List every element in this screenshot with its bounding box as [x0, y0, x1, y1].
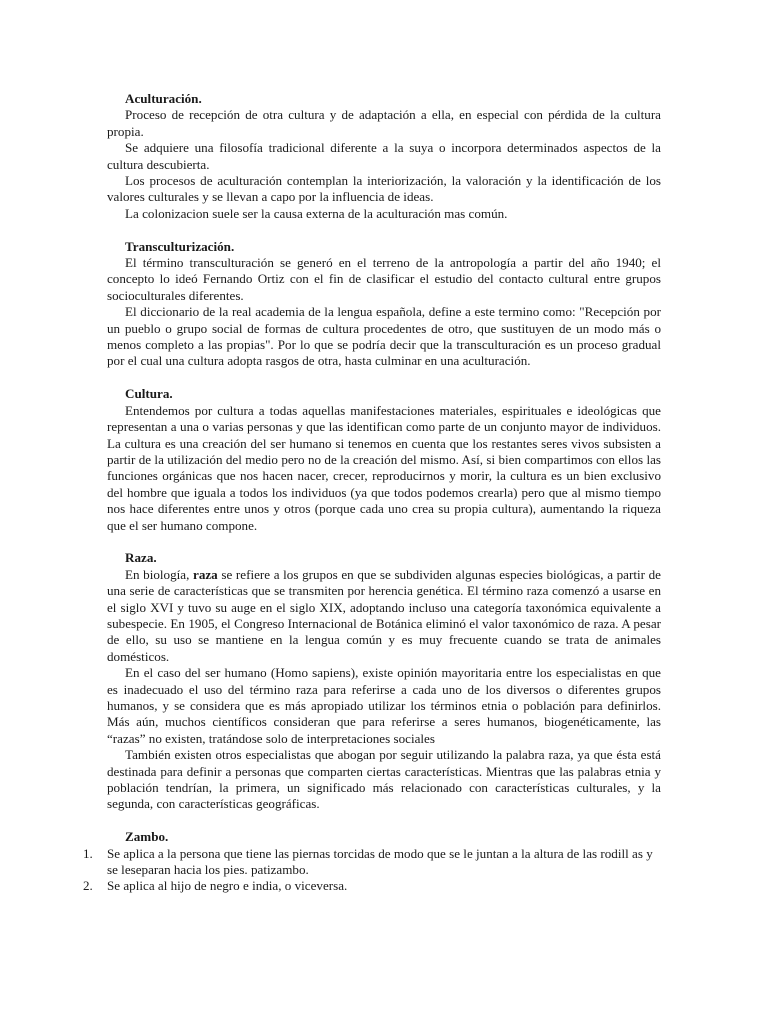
- paragraph: Proceso de recepción de otra cultura y de adaptación a ella, en especial con pérdida de la cultura propia.: [107, 107, 661, 139]
- paragraph: En el caso del ser humano (Homo sapiens), existe opinión mayoritaria entre los especialistas en que es inadecuado el uso del término raza para referirse a cada uno de los diversos o diferentes grupos humanos, y se considera que es más apropiado utilizar los términos etnia o población para definirlos. Más aún, muchos científicos consideran que para referirse a seres humanos, biogenéticamente, las “razas” no existen, tratándose solo de interpretaciones sociales: [107, 665, 661, 746]
- heading-aculturacion: Aculturación.: [125, 91, 202, 106]
- section-transculturizacion: [107, 239, 661, 370]
- section-aculturacion: [107, 91, 661, 222]
- paragraph: El término transculturación se generó en el terreno de la antropología a partir del año 1940; el concepto lo ideó Fernando Ortiz con el fin de clasificar el estudio del contacto cultural entre grupos socioculturales diferentes.: [107, 255, 661, 303]
- list-item: [83, 845, 661, 879]
- list-number: 1.: [83, 845, 93, 861]
- list-item: [83, 878, 661, 894]
- heading-cultura: Cultura.: [125, 386, 173, 402]
- heading-zambo: Zambo.: [125, 829, 169, 845]
- heading-raza: Raza.: [125, 550, 157, 566]
- list-number: 2.: [83, 878, 93, 894]
- text-run: se refiere a los grupos en que se subdividen algunas especies biológicas, a partir de una serie de características que se transmiten por herencia genética. El término raza comenzó a usarse en el siglo XVI y tuvo su auge en el siglo XIX, adoptando incluso una categoría taxonómica equivalente a subespecie. En 1905, el Congreso Internacional de Botánica eliminó el valor taxonómico de raza. A pesar de ello, su uso se mantiene en la lengua común y es muy frecuente cuando se trata de animales domésticos.: [107, 566, 661, 664]
- paragraph: También existen otros especialistas que abogan por seguir utilizando la palabra raza, ya que ésta está destinada para definir a personas que comparten ciertas características. Mientras que las palabras etnia y población tendrían, la primera, un significado más relacionado con características culturales, y la segunda, con características geográficas.: [107, 747, 661, 812]
- paragraph: La colonizacion suele ser la causa externa de la aculturación mas común.: [125, 205, 508, 221]
- section-raza: [107, 550, 661, 813]
- paragraph: Los procesos de aculturación contemplan la interiorización, la valoración y la identificación de los valores culturales y se llevan a capo por la influencia de ideas.: [107, 173, 661, 205]
- section-cultura: [107, 386, 661, 534]
- heading-transculturizacion: Transculturización.: [125, 238, 235, 254]
- paragraph: [107, 567, 661, 665]
- paragraph: El diccionario de la real academia de la lengua española, define a este termino como: "Recepción por un pueblo o grupo social de formas de cultura procedentes de otro, que sustituyen de un modo más o menos completo a las propias". Por lo que se podría decir que la transculturación es un proceso gradual por el cual una cultura adopta rasgos de otra, hasta culminar en una aculturación.: [107, 304, 661, 369]
- bold-term-raza: raza: [193, 566, 218, 582]
- section-zambo: [83, 829, 661, 895]
- paragraph: Entendemos por cultura a todas aquellas manifestaciones materiales, espirituales e ideológicas que representan a una o varias personas y que las identifican como parte de un conjunto mayor de individuos. La cultura es una creación del ser humano si tenemos en cuenta que los restantes seres vivos subsisten a partir de la utilización del medio pero no de la creación del mismo. Así, si bien compartimos con ellos las funciones orgánicas que nos hacen nacer, crecer, reproducirnos y morir, la cultura es un bien exclusivo del hombre que iguala a todos los individuos (ya que todos podemos crearla) pero que al mismo tiempo nos hace diferentes entre unos y otros (porque cada uno crea su propia cultura), aumentando la riqueza que el ser humano compone.: [107, 402, 661, 533]
- list-item-text: Se aplica al hijo de negro e india, o viceversa.: [107, 878, 348, 894]
- list-item-text: Se aplica a la persona que tiene las piernas torcidas de modo que se le juntan a la altura de las rodill as y se leseparan hacia los pies. patizambo.: [107, 845, 653, 878]
- paragraph: Se adquiere una filosofía tradicional diferente a la suya o incorpora determinados aspectos de la cultura descubierta.: [107, 140, 661, 172]
- numbered-list: [83, 845, 661, 895]
- text-run: En biología,: [125, 566, 194, 582]
- document-body: [83, 91, 661, 911]
